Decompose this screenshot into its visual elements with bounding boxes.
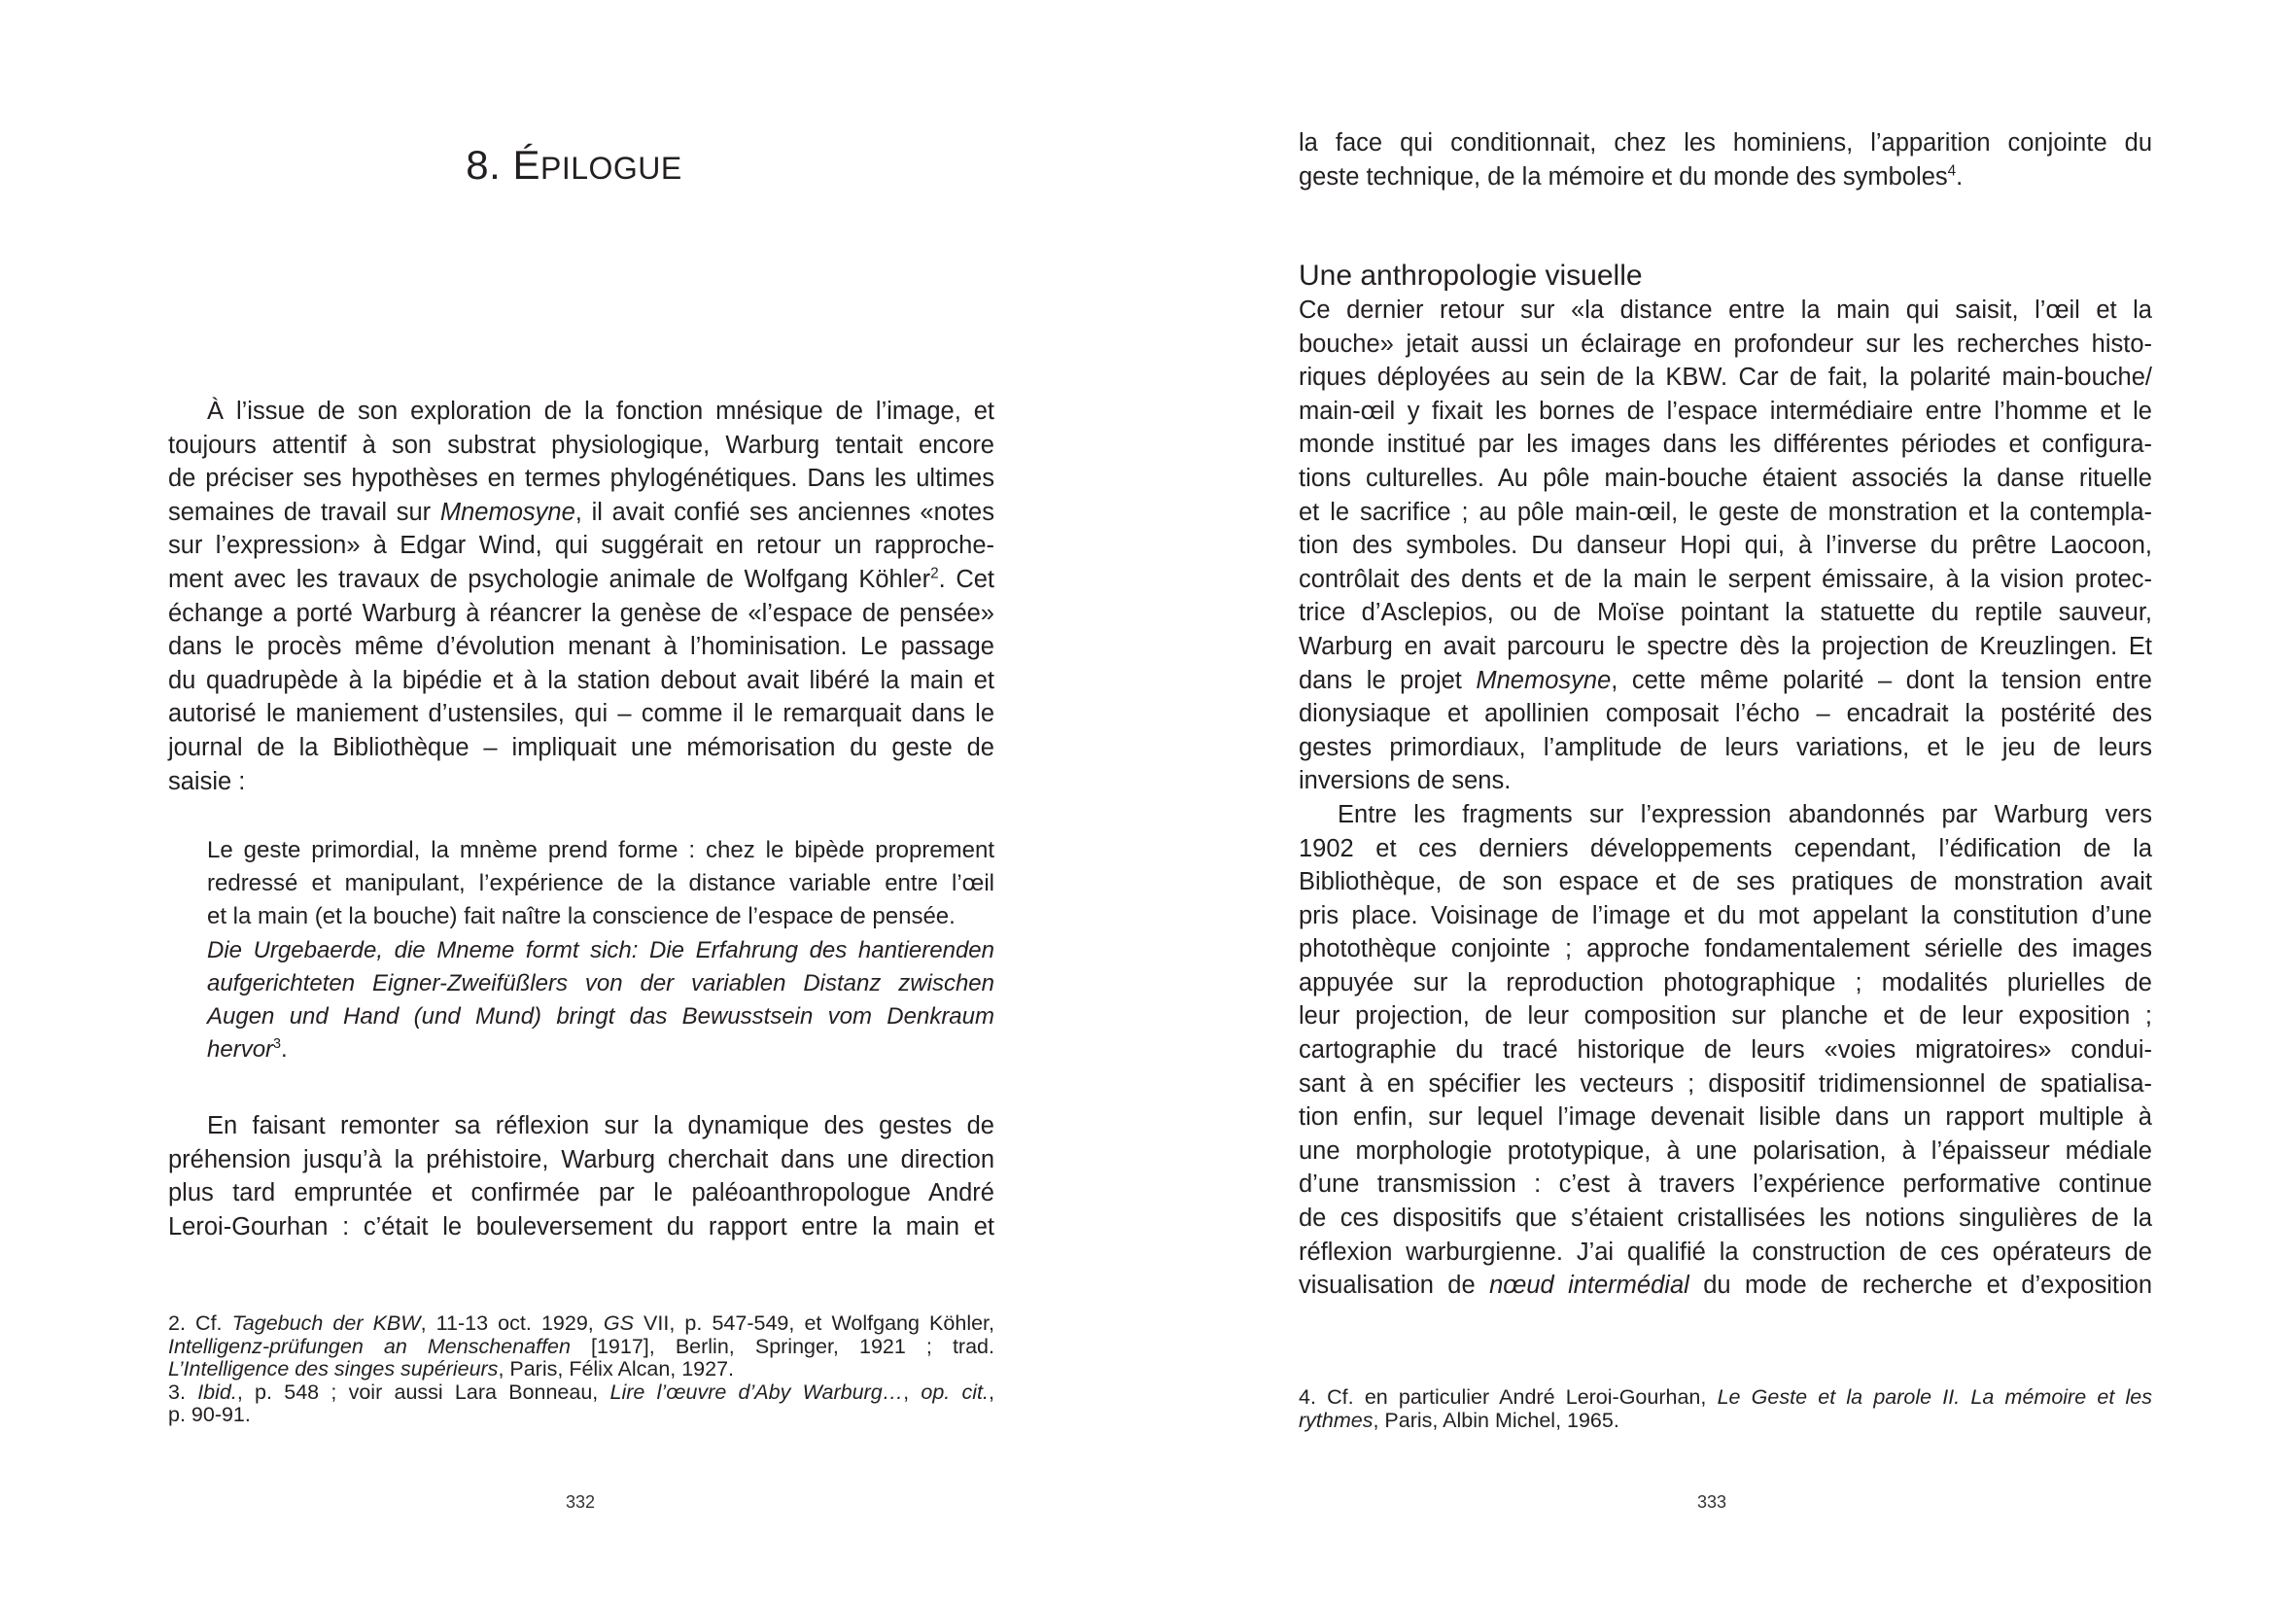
text-line: tion enfin, sur lequel l’image devenait lisible dans un rapport multiple à bbox=[1299, 1103, 2152, 1132]
footnote-4-line: 4. Cf. en particulier André Leroi-Gourhan, Le Geste et la parole II. La mémoire et les bbox=[1299, 1385, 2152, 1409]
text-line: dans le projet Mnemosyne, cette même polarité – dont la tension entre bbox=[1299, 666, 2152, 694]
text-line: dionysiaque et apollinien composait l’écho – encadrait la postérité des bbox=[1299, 700, 2152, 728]
quote-line: Die Urgebaerde, die Mneme formt sich: Die Erfahrung des hantierenden bbox=[207, 936, 994, 963]
left-paragraph-1 bbox=[168, 395, 994, 798]
text-line: monde institué par les images dans les différentes périodes et configura- bbox=[1299, 431, 2152, 459]
text-line: leur projection, de leur composition sur planche et de leur exposition ; bbox=[1299, 1002, 2152, 1031]
right-paragraph-1 bbox=[1299, 294, 2152, 1303]
text-line: ment avec les travaux de psychologie animale de Wolfgang Köhler$^2$. Cet bbox=[168, 565, 995, 593]
footnote-2-line: Intelligenz-prüfungen an Menschenaffen [1917], Berlin, Springer, 1921 ; trad. bbox=[168, 1334, 994, 1358]
footnote-3-line: 3. Ibid., p. 548 ; voir aussi Lara Bonneau, Lire l’œuvre d’Aby Warburg…, op. cit., bbox=[168, 1380, 994, 1404]
section-heading: Une anthropologie visuelle bbox=[1299, 260, 1643, 292]
text-line: Warburg en avait parcouru le spectre dès la projection de Kreuzlingen. Et bbox=[1299, 632, 2152, 660]
text-line: pris place. Voisinage de l’image et du mot appelant la constitution d’une bbox=[1299, 901, 2152, 929]
chapter-title-rest: PILOGUE bbox=[539, 151, 682, 186]
footnote-4-line: rythmes, Paris, Albin Michel, 1965. bbox=[1299, 1408, 1619, 1432]
text-line: cartographie du tracé historique de leurs «voies migratoires» condui- bbox=[1299, 1036, 2152, 1065]
text-line: tions culturelles. Au pôle main-bouche étaient associés la danse rituelle bbox=[1299, 464, 2152, 492]
text-line: tion des symboles. Du danseur Hopi qui, à l’inverse du prêtre Laocoon, bbox=[1299, 532, 2152, 560]
text-line: et le sacrifice ; au pôle main-œil, le geste de monstration et la contempla- bbox=[1299, 498, 2152, 526]
text-line: plus tard empruntée et confirmée par le paléoanthropologue André bbox=[168, 1179, 994, 1207]
page-number: 333 bbox=[1696, 1492, 1727, 1512]
text-line: la face qui conditionnait, chez les hominiens, l’apparition conjointe du bbox=[1299, 129, 2152, 157]
text-line: Entre les fragments sur l’expression abandonnés par Warburg vers bbox=[1338, 800, 2152, 828]
text-line: préhension jusqu’à la préhistoire, Warburg cherchait dans une direction bbox=[168, 1145, 994, 1173]
footnote-ref-4[interactable]: 4 bbox=[1947, 162, 1957, 180]
text-line: toujours attentif à son substrat physiologique, Warburg tentait encore bbox=[168, 431, 994, 459]
text-line: contrôlait des dents et de la main le serpent émissaire, à la vision protec- bbox=[1299, 565, 2152, 593]
text-line: riques déployées au sein de la KBW. Car de fait, la polarité main-bouche/ bbox=[1299, 364, 2152, 392]
chapter-title-initial: É bbox=[512, 142, 540, 188]
text-line: 1902 et ces derniers développements cependant, l’édification de la bbox=[1299, 834, 2152, 862]
left-footnotes bbox=[168, 1312, 994, 1427]
text-line: Leroi-Gourhan : c’était le bouleversement du rapport entre la main et bbox=[168, 1212, 994, 1240]
quote-line: aufgerichteten Eigner-Zweifüßlers von der variablen Distanz zwischen bbox=[207, 969, 994, 996]
text-line: visualisation de nœud intermédial du mode de recherche et d’exposition bbox=[1299, 1272, 2152, 1300]
chapter-title bbox=[0, 142, 1148, 189]
block-quote bbox=[207, 834, 994, 1066]
text-line: journal de la Bibliothèque – impliquait une mémorisation du geste de bbox=[168, 733, 994, 761]
text-line: saisie : bbox=[168, 767, 246, 795]
right-footnotes bbox=[1299, 1386, 2152, 1432]
quote-line: et la main (et la bouche) fait naître la conscience de l’espace de pensée. bbox=[207, 903, 956, 930]
text-line: sur l’expression» à Edgar Wind, qui suggérait en retour un rapproche- bbox=[168, 532, 994, 560]
quote-line: hervor$^3$. bbox=[207, 1036, 288, 1064]
right-page bbox=[1148, 0, 2296, 1607]
quote-line: redressé et manipulant, l’expérience de la distance variable entre l’œil bbox=[207, 870, 994, 897]
text-line: inversions de sens. bbox=[1299, 767, 1512, 795]
footnote-ref-3[interactable]: 3 bbox=[273, 1036, 282, 1053]
text-line: une morphologie prototypique, à une polarisation, à l’épaisseur médiale bbox=[1299, 1136, 2152, 1165]
text-line: geste technique, de la mémoire et du monde des symboles$^4$. bbox=[1299, 162, 1964, 191]
footnote-2-line: 2. Cf. Tagebuch der KBW, 11-13 oct. 1929, GS VII, p. 547-549, et Wolfgang Köhler, bbox=[168, 1311, 994, 1335]
text-line: de ces dispositifs que s’étaient cristallisées les notions singulières de la bbox=[1299, 1205, 2152, 1233]
text-line: main-œil y fixait les bornes de l’espace intermédiaire entre l’homme et le bbox=[1299, 397, 2152, 425]
text-line: bouche» jetait aussi un éclairage en profondeur sur les recherches histo- bbox=[1299, 330, 2152, 358]
text-line: autorisé le maniement d’ustensiles, qui – comme il le remarquait dans le bbox=[168, 700, 994, 728]
text-line: semaines de travail sur Mnemosyne, il avait confié ses anciennes «notes bbox=[168, 498, 994, 526]
right-paragraph-continued bbox=[1299, 126, 2152, 193]
chapter-number: 8. bbox=[466, 142, 513, 188]
text-line: sant à en spécifier les vecteurs ; dispositif tridimensionnel de spatialisa- bbox=[1299, 1069, 2152, 1098]
footnote-ref-2[interactable]: 2 bbox=[930, 565, 939, 582]
text-line: échange a porté Warburg à réancrer la genèse de «l’espace de pensée» bbox=[168, 599, 994, 627]
text-line: gestes primordiaux, l’amplitude de leurs variations, et le jeu de leurs bbox=[1299, 733, 2152, 761]
quote-line: Le geste primordial, la mnème prend forme : chez le bipède proprement bbox=[207, 837, 994, 863]
footnote-3-line: p. 90-91. bbox=[168, 1403, 251, 1426]
text-line: En faisant remonter sa réflexion sur la dynamique des gestes de bbox=[207, 1112, 994, 1139]
text-line: appuyée sur la reproduction photographique ; modalités plurielles de bbox=[1299, 968, 2152, 996]
left-paragraph-2 bbox=[168, 1109, 994, 1243]
text-line: réflexion warburgienne. J’ai qualifié la construction de ces opérateurs de bbox=[1299, 1238, 2152, 1266]
text-line: d’une transmission : c’est à travers l’expérience performative continue bbox=[1299, 1170, 2152, 1199]
text-line: trice d’Asclepios, ou de Moïse pointant la statuette du reptile sauveur, bbox=[1299, 599, 2152, 627]
text-line: dans le procès même d’évolution menant à l’hominisation. Le passage bbox=[168, 633, 994, 661]
page-number: 332 bbox=[565, 1492, 596, 1512]
footnote-2-line: L’Intelligence des singes supérieurs, Paris, Félix Alcan, 1927. bbox=[168, 1357, 735, 1380]
text-line: Bibliothèque, de son espace et de ses pratiques de monstration avait bbox=[1299, 868, 2152, 896]
text-line: de préciser ses hypothèses en termes phylogénétiques. Dans les ultimes bbox=[168, 465, 994, 493]
text-line: Ce dernier retour sur «la distance entre la main qui saisit, l’œil et la bbox=[1299, 297, 2152, 324]
text-line: du quadrupède à la bipédie et à la station debout avait libéré la main et bbox=[168, 666, 994, 694]
text-line: photothèque conjointe ; approche fondamentalement sérielle des images bbox=[1299, 935, 2152, 963]
text-line: À l’issue de son exploration de la fonction mnésique de l’image, et bbox=[207, 398, 994, 425]
quote-line: Augen und Hand (und Mund) bringt das Bewusstsein vom Denkraum bbox=[207, 1002, 994, 1030]
